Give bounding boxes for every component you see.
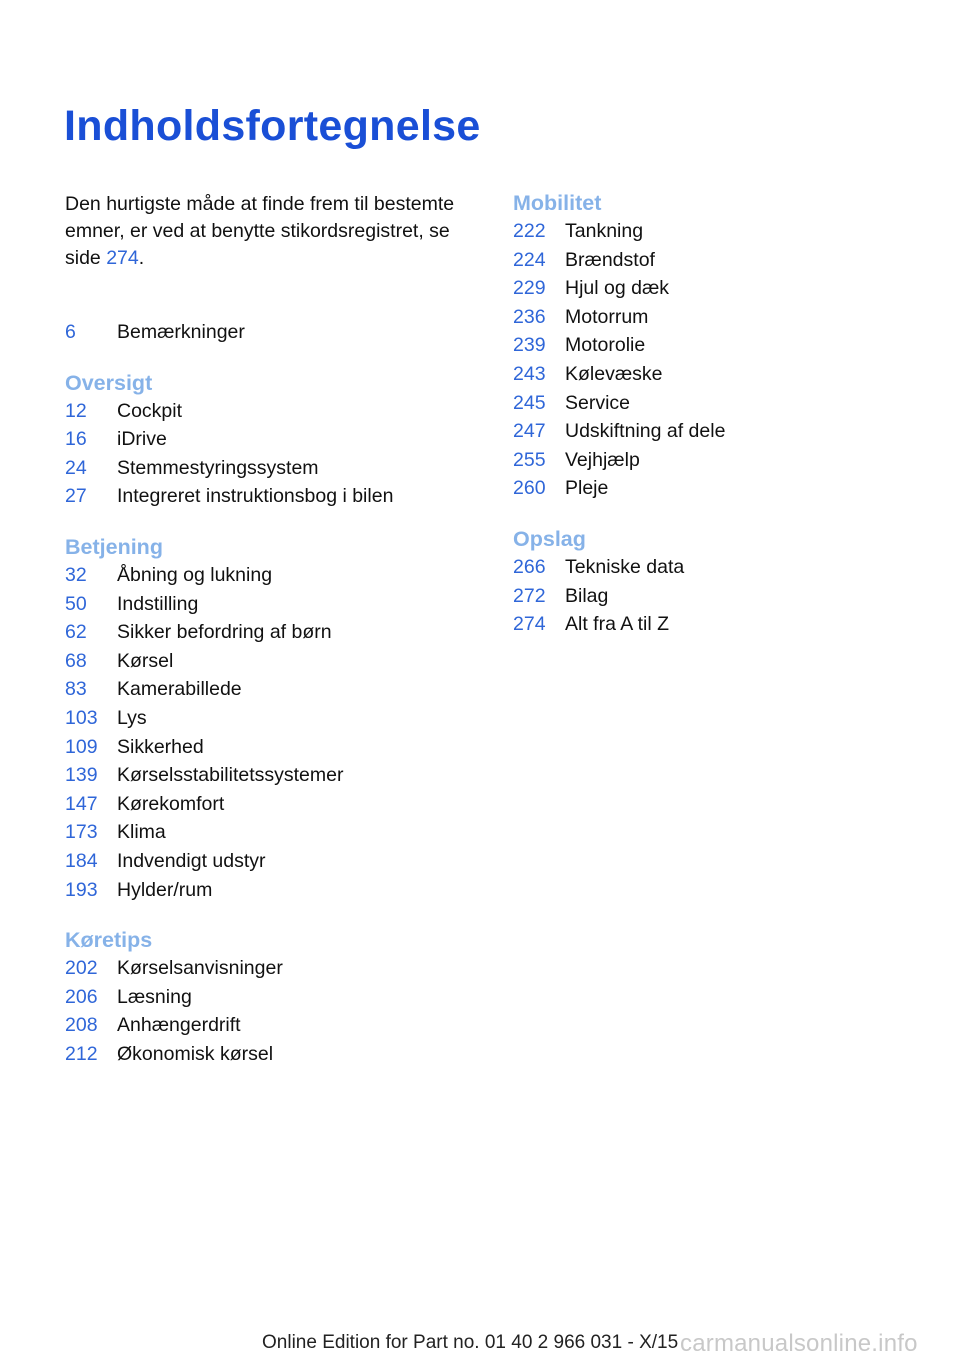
intro-page-link[interactable]: 274 <box>106 247 139 269</box>
toc-entry[interactable] <box>65 818 485 847</box>
toc-entry-label: Sikkerhed <box>117 735 204 758</box>
toc-entry[interactable] <box>65 704 485 733</box>
toc-entry[interactable] <box>513 331 933 360</box>
intro-end: . <box>138 247 145 269</box>
toc-entry[interactable] <box>65 454 485 483</box>
toc-entry-label: Åbning og lukning <box>117 563 273 586</box>
toc-entry-label: Bilag <box>565 584 609 607</box>
toc-page-number[interactable]: 266 <box>513 555 546 578</box>
toc-entry[interactable] <box>65 561 485 590</box>
toc-page-number[interactable]: 139 <box>65 764 98 787</box>
toc-entry-label: Hjul og dæk <box>565 277 670 300</box>
toc-entry-label: Kørekomfort <box>117 792 225 815</box>
toc-page-number[interactable]: 208 <box>65 1014 98 1037</box>
toc-page-number[interactable]: 173 <box>65 821 98 844</box>
toc-entry[interactable] <box>65 790 485 819</box>
toc-entry[interactable] <box>65 733 485 762</box>
toc-entry[interactable] <box>513 582 933 611</box>
toc-entry[interactable] <box>65 983 485 1012</box>
toc-entry[interactable] <box>513 303 933 332</box>
toc-entry[interactable] <box>65 847 485 876</box>
toc-page-number[interactable]: 202 <box>65 957 98 980</box>
toc-page-number[interactable]: 245 <box>513 391 546 414</box>
toc-entry-label: Pleje <box>565 477 609 500</box>
toc-entry[interactable] <box>65 954 485 983</box>
toc-entry[interactable] <box>513 360 933 389</box>
toc-page-number[interactable]: 83 <box>65 678 87 701</box>
toc-page-number[interactable]: 147 <box>65 792 98 815</box>
toc-entry-label: Indstilling <box>117 592 199 615</box>
toc-page-number[interactable]: 222 <box>513 220 546 242</box>
toc-entry-label: Kørselsanvisninger <box>117 957 283 980</box>
toc-page-number[interactable]: 32 <box>65 563 87 586</box>
toc-entry-label: iDrive <box>117 428 167 451</box>
toc-entry-label: Læsning <box>117 985 192 1008</box>
toc-entry-label: Alt fra A til Z <box>565 613 670 636</box>
toc-entry[interactable] <box>65 675 485 704</box>
toc-page-number[interactable]: 24 <box>65 456 87 479</box>
toc-entry-label: Bemærkninger <box>117 321 245 343</box>
toc-entry-label: Økonomisk kørsel <box>117 1042 274 1065</box>
toc-entry[interactable] <box>65 482 485 511</box>
toc-entry[interactable] <box>65 318 485 347</box>
toc-page-number[interactable]: 272 <box>513 584 546 607</box>
toc-entry-label: Udskiftning af dele <box>565 420 726 443</box>
toc-entry[interactable] <box>65 761 485 790</box>
toc-entry-label: Lys <box>117 706 147 729</box>
toc-page-number[interactable]: 103 <box>65 706 98 729</box>
toc-page-number[interactable]: 62 <box>65 621 87 644</box>
toc-section-heading: Opslag <box>513 526 586 551</box>
toc-entry[interactable] <box>65 618 485 647</box>
toc-entry[interactable] <box>65 876 485 905</box>
page-title: Indholdsfortegnelse <box>64 102 481 150</box>
toc-entry[interactable] <box>65 1040 485 1069</box>
toc-entry-label: Anhængerdrift <box>117 1014 241 1037</box>
toc-page-number[interactable]: 12 <box>65 399 87 422</box>
toc-entry[interactable] <box>513 389 933 418</box>
toc-entry[interactable] <box>65 590 485 619</box>
toc-entry[interactable] <box>65 647 485 676</box>
toc-section-heading: Køretips <box>65 928 153 953</box>
toc-entry-label: Sikker befordring af børn <box>117 621 332 644</box>
toc-page-number[interactable]: 109 <box>65 735 98 758</box>
toc-page-number[interactable]: 247 <box>513 420 546 443</box>
toc-left-column <box>65 318 485 1068</box>
toc-entry-label: Indvendigt udstyr <box>117 849 266 872</box>
toc-entry[interactable] <box>65 397 485 426</box>
toc-page-number[interactable]: 50 <box>65 592 87 615</box>
toc-page-number[interactable]: 243 <box>513 362 546 385</box>
toc-entry-label: Tankning <box>565 220 644 242</box>
toc-section-heading: Oversigt <box>65 370 153 395</box>
intro-paragraph <box>65 191 485 272</box>
toc-entry-label: Kamerabillede <box>117 678 242 701</box>
toc-section-heading: Betjening <box>65 534 163 559</box>
toc-entry-label: Kølevæske <box>565 362 663 385</box>
toc-entry[interactable] <box>513 553 933 582</box>
toc-section-heading: Mobilitet <box>513 191 602 215</box>
toc-page-number[interactable]: 68 <box>65 649 87 672</box>
toc-page-number[interactable]: 239 <box>513 334 546 357</box>
toc-entry-label: Motorrum <box>565 305 649 328</box>
toc-entry-label: Vejhjælp <box>565 448 640 471</box>
toc-page-number[interactable]: 27 <box>65 485 87 508</box>
toc-entry[interactable] <box>513 446 933 475</box>
toc-entry-label: Service <box>565 391 631 414</box>
toc-page-number[interactable]: 255 <box>513 448 546 471</box>
watermark: carmanualsonline.info <box>680 1330 918 1357</box>
toc-page-number[interactable]: 212 <box>65 1042 98 1065</box>
intro-text: Den hurtigste måde at finde frem til bestemte emner, er ved at benytte stikordsregistret, se side <box>65 193 455 269</box>
toc-entry-label: Klima <box>117 821 166 844</box>
toc-right-column <box>513 189 933 639</box>
toc-page-number[interactable]: 260 <box>513 477 546 500</box>
toc-entry[interactable] <box>513 246 933 275</box>
toc-page-number[interactable]: 229 <box>513 277 546 300</box>
footer-edition: Online Edition for Part no. 01 40 2 966 031 - X/15 <box>262 1332 679 1353</box>
toc-entry-label: Motorolie <box>565 334 646 357</box>
toc-entry-label: Kørsel <box>117 649 174 672</box>
toc-entry[interactable] <box>513 417 933 446</box>
toc-entry-label: Kørselsstabilitetssystemer <box>117 764 344 787</box>
toc-entry[interactable] <box>513 610 933 639</box>
toc-entry-label: Hylder/rum <box>117 878 213 901</box>
toc-page-number[interactable]: 184 <box>65 849 98 872</box>
toc-entry[interactable] <box>513 474 933 503</box>
toc-page-number[interactable]: 16 <box>65 428 87 451</box>
toc-page-number[interactable]: 193 <box>65 878 98 901</box>
toc-page-number[interactable]: 6 <box>65 321 76 343</box>
toc-page-number[interactable]: 236 <box>513 305 546 328</box>
toc-page-number[interactable]: 206 <box>65 985 98 1008</box>
toc-entry[interactable] <box>513 274 933 303</box>
toc-page-number[interactable]: 274 <box>513 613 546 636</box>
toc-entry[interactable] <box>65 1011 485 1040</box>
toc-entry-label: Integreret instruktionsbog i bilen <box>117 485 394 508</box>
toc-entry-label: Tekniske data <box>565 555 685 578</box>
toc-page-number[interactable]: 224 <box>513 248 546 271</box>
toc-entry-label: Cockpit <box>117 399 183 422</box>
toc-entry[interactable] <box>65 425 485 454</box>
toc-entry-label: Brændstof <box>565 248 655 271</box>
toc-entry-label: Stemmestyringssystem <box>117 456 319 479</box>
toc-entry[interactable] <box>513 217 933 246</box>
